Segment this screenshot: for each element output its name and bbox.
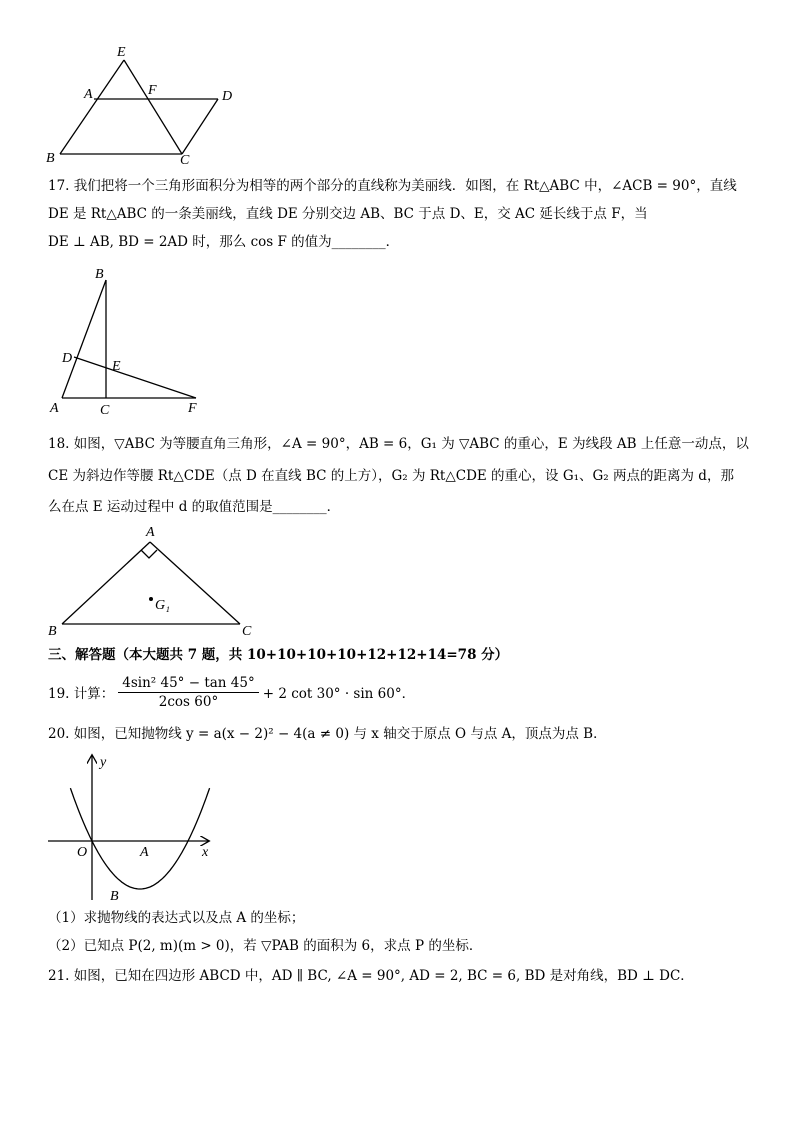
label-x: x xyxy=(202,845,209,860)
label-O: O xyxy=(77,845,88,860)
centroid-point xyxy=(149,597,153,601)
label-y: y xyxy=(100,755,107,770)
q20-sub1: （1）求抛物线的表达式以及点 A 的坐标； xyxy=(48,910,305,926)
q19-suffix: + 2 cot 30° · sin 60°． xyxy=(262,686,416,702)
label-A: A xyxy=(146,525,155,540)
label-B: B xyxy=(95,267,104,282)
label-B: B xyxy=(110,889,119,904)
label-D: D xyxy=(222,89,233,104)
label-B: B xyxy=(46,151,55,166)
label-G1: G₁ xyxy=(155,598,170,613)
label-D: D xyxy=(62,351,73,366)
q18-line1: 18. 如图，▽ABC 为等腰直角三角形，∠A = 90°，AB = 6，G₁ 为 ▽ABC 的重心，E 为线段 AB 上任意一动点，以 xyxy=(48,436,749,452)
section3-title: 三、解答题（本大题共 7 题，共 10+10+10+10+12+12+14=78 分） xyxy=(48,647,509,663)
label-F: F xyxy=(148,83,157,98)
figure-parallelogram-triangle xyxy=(40,40,250,170)
parabola-curve xyxy=(70,788,209,889)
q18-line3: 么在点 E 运动过程中 d 的取值范围是________． xyxy=(48,499,341,515)
q17-line3: DE ⊥ AB, BD = 2AD 时，那么 cos F 的值为________． xyxy=(48,234,400,250)
label-E: E xyxy=(117,45,126,60)
q19-numerator: 4sin² 45° − tan 45° xyxy=(118,675,258,693)
label-C: C xyxy=(242,624,252,639)
q17-line1: 17. 我们把将一个三角形面积分为相等的两个部分的直线称为美丽线．如图，在 Rt△ABC 中，∠ACB = 90°，直线 xyxy=(48,178,737,194)
label-B: B xyxy=(48,624,57,639)
label-C: C xyxy=(180,153,190,168)
figure-isosceles-right-triangle xyxy=(40,520,270,642)
q19-prefix: 19. 计算： xyxy=(48,686,115,702)
q20-sub2: （2）已知点 P(2, m)(m > 0)，若 ▽PAB 的面积为 6，求点 P 的坐标． xyxy=(48,938,483,954)
q21-line1: 21. 如图，已知在四边形 ABCD 中，AD ∥ BC, ∠A = 90°, AD = 2, BC = 6, BD 是对角线，BD ⊥ DC． xyxy=(48,968,694,984)
label-A: A xyxy=(84,87,93,102)
label-A: A xyxy=(50,401,59,416)
q18-line2: CE 为斜边作等腰 Rt△CDE（点 D 在直线 BC 的上方），G₂ 为 Rt△CDE 的重心，设 G₁、G₂ 两点的距离为 d，那 xyxy=(48,468,734,484)
label-E: E xyxy=(112,359,121,374)
q19-expression xyxy=(48,672,415,712)
q17-line2: DE 是 Rt△ABC 的一条美丽线，直线 DE 分别交边 AB、BC 于点 D、E，交 AC 延长线于点 F，当 xyxy=(48,206,648,222)
label-A: A xyxy=(140,845,149,860)
q19-denominator: 2cos 60° xyxy=(158,693,219,710)
q20-line1: 20. 如图，已知抛物线 y = a(x − 2)² − 4(a ≠ 0) 与 x 轴交于原点 O 与点 A，顶点为点 B． xyxy=(48,726,607,742)
q19-fraction xyxy=(118,675,258,710)
label-F: F xyxy=(188,401,197,416)
figure-right-triangle-DE xyxy=(40,262,220,420)
label-C: C xyxy=(100,403,110,418)
figure-parabola xyxy=(40,752,230,904)
